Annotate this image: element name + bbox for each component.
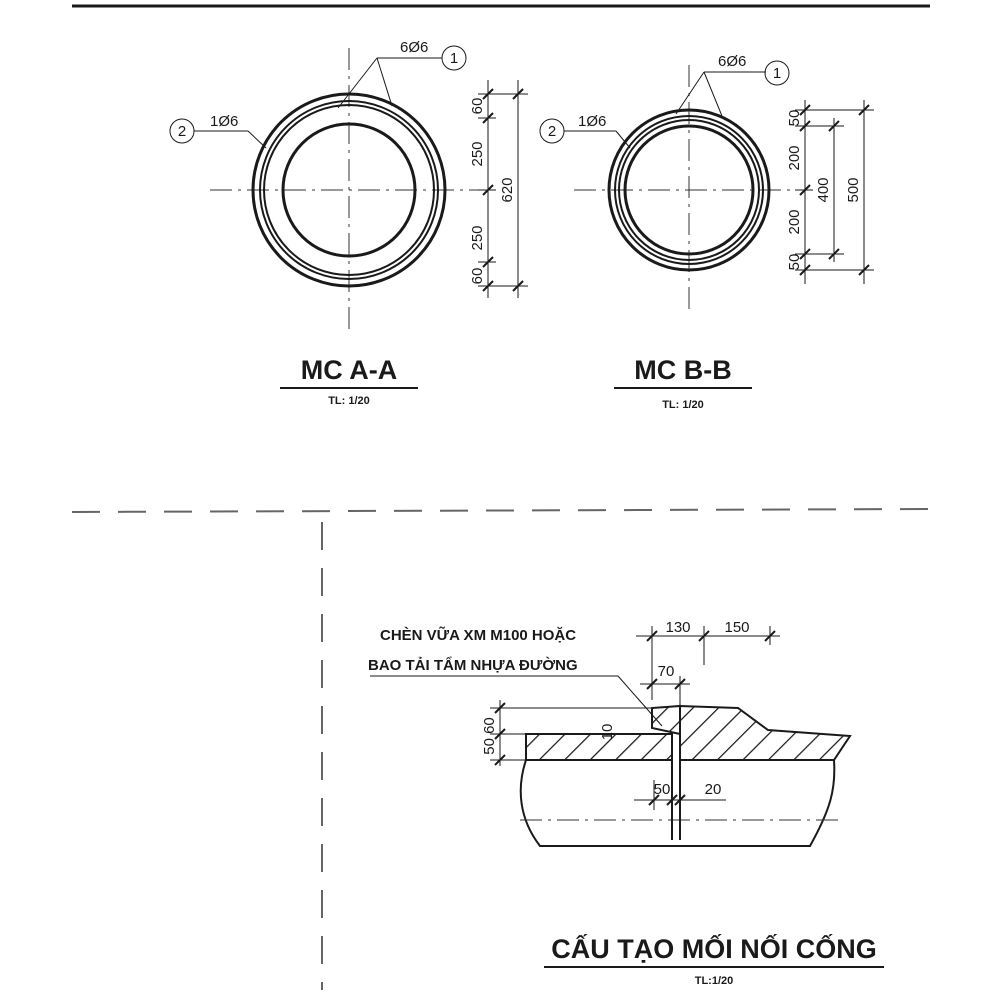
joint-scale: TL:1/20 <box>694 975 734 987</box>
section-aa <box>170 39 528 407</box>
aa-dim-60-top: 60 <box>469 97 486 115</box>
aa-callout1-number: 1 <box>449 50 459 67</box>
bb-dim-200-bot: 200 <box>786 209 803 235</box>
dim-150: 150 <box>724 619 750 636</box>
bb-callout1-text: 6Ø6 <box>718 53 747 70</box>
aa-callout2-leader <box>248 131 266 148</box>
joint-detail <box>368 619 884 987</box>
bb-dim-200-top: 200 <box>786 145 803 171</box>
aa-dim-250-bot: 250 <box>469 225 486 251</box>
bb-dim-50-bot: 50 <box>786 253 803 271</box>
note-line1: CHÈN VỮA XM M100 HOẶC <box>380 627 577 644</box>
aa-dim-620: 620 <box>499 177 516 203</box>
collar-hatch <box>680 706 850 760</box>
dim-20: 20 <box>704 781 722 798</box>
bb-callout2-number: 2 <box>547 123 557 140</box>
aa-callout1-text: 6Ø6 <box>400 39 429 56</box>
bb-title: MC B-B <box>634 355 732 385</box>
dim-70: 70 <box>657 663 675 680</box>
aa-dim-250-top: 250 <box>469 141 486 167</box>
bb-dim-50-top: 50 <box>786 109 803 127</box>
note-line2: BAO TẢI TẨM NHỰA ĐƯỜNG <box>368 657 578 674</box>
aa-dim-60-bot: 60 <box>469 267 486 285</box>
dim-130: 130 <box>665 619 691 636</box>
bb-dim-500: 500 <box>845 177 862 203</box>
dim-10: 10 <box>599 723 616 741</box>
dim-50: 50 <box>653 781 671 798</box>
bb-callout1-number: 1 <box>772 65 782 82</box>
bb-scale: TL: 1/20 <box>662 399 704 411</box>
aa-callout2-text: 1Ø6 <box>210 113 239 130</box>
aa-callout2-number: 2 <box>177 123 187 140</box>
bb-callout2-text: 1Ø6 <box>578 113 607 130</box>
dim-50-60: 50 60 <box>481 717 498 755</box>
bb-dim-400: 400 <box>815 177 832 203</box>
joint-title: CẤU TẠO MỐI NỐI CỐNG <box>551 934 877 964</box>
aa-scale: TL: 1/20 <box>328 395 370 407</box>
section-bb <box>540 53 874 411</box>
aa-title: MC A-A <box>300 355 398 385</box>
bb-callout1-leader-b <box>704 72 722 116</box>
separator-horizontal <box>72 509 930 512</box>
bb-callout1-leader-a <box>676 72 704 114</box>
